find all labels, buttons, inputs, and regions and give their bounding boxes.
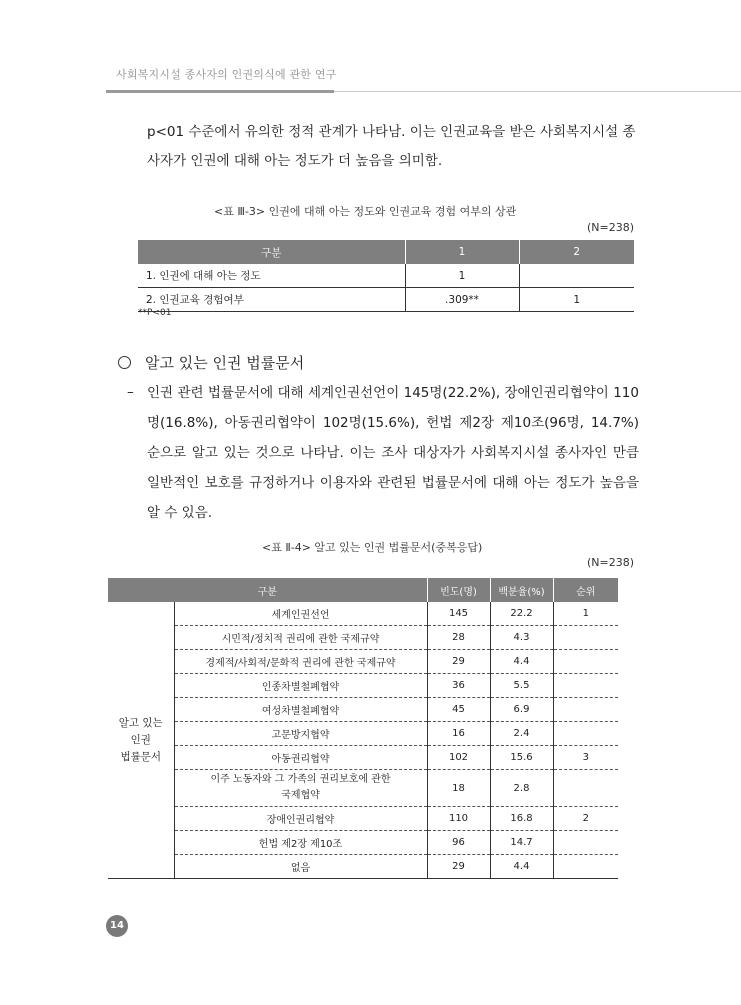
item-cell: 헌법 제2장 제10조 [174, 831, 427, 855]
table-row [108, 626, 618, 650]
item-cell: 인종차별철폐협약 [174, 674, 427, 698]
rank-cell [553, 626, 618, 650]
rank-cell [553, 855, 618, 879]
freq-cell: 102 [427, 746, 490, 770]
column-header: 빈도(명) [427, 578, 490, 602]
freq-cell: 28 [427, 626, 490, 650]
column-header: 구분 [108, 578, 427, 602]
column-header: 구분 [138, 240, 405, 264]
table-header-row [108, 578, 618, 602]
pct-cell: 4.4 [490, 650, 553, 674]
page-number: 14 [106, 915, 128, 937]
correlation-table [138, 240, 634, 312]
table-row [138, 288, 634, 312]
item-cell: 고문방지협약 [174, 722, 427, 746]
pct-cell: 2.8 [490, 770, 553, 807]
column-header: 1 [405, 240, 519, 264]
pct-cell: 4.4 [490, 855, 553, 879]
pct-cell: 16.8 [490, 807, 553, 831]
freq-cell: 110 [427, 807, 490, 831]
pct-cell: 4.3 [490, 626, 553, 650]
rank-cell [553, 698, 618, 722]
table-row [108, 650, 618, 674]
rank-cell [553, 650, 618, 674]
freq-cell: 96 [427, 831, 490, 855]
intro-paragraph: p<01 수준에서 유의한 정적 관계가 나타남. 이는 인권교육을 받은 사회복지시설 종사자가 인권에 대해 아는 정도가 더 높음을 의미함. [147, 124, 636, 169]
freq-cell: 18 [427, 770, 490, 807]
table-row [138, 264, 634, 288]
running-header: 사회복지시설 종사자의 인권의식에 관한 연구 [116, 68, 337, 81]
rank-cell [553, 674, 618, 698]
item-cell: 장애인권리협약 [174, 807, 427, 831]
item-cell: 경제적/사회적/문화적 권리에 관한 국제규약 [174, 650, 427, 674]
circle-bullet-icon [118, 356, 131, 369]
table-row [108, 831, 618, 855]
group-label [108, 602, 174, 879]
pct-cell: 6.9 [490, 698, 553, 722]
section-heading [118, 352, 304, 373]
column-header: 2 [519, 240, 634, 264]
table-row [108, 746, 618, 770]
table-cell [519, 264, 634, 288]
table-header-row [138, 240, 634, 264]
table-row [108, 807, 618, 831]
pct-cell: 22.2 [490, 602, 553, 626]
table-cell: 1 [519, 288, 634, 312]
pct-cell: 2.4 [490, 722, 553, 746]
item-line: 국제협약 [281, 790, 320, 801]
rank-cell [553, 722, 618, 746]
group-label-line: 인권 [130, 733, 151, 746]
table-row [108, 722, 618, 746]
freq-cell: 29 [427, 650, 490, 674]
table1-caption: <표 Ⅲ-3> 인권에 대해 아는 정도와 인권교육 경험 여부의 상관 [214, 205, 517, 218]
freq-cell: 145 [427, 602, 490, 626]
dash-bullet: – [127, 384, 134, 400]
table-cell: 1 [405, 264, 519, 288]
row-label: 2. 인권교육 경험여부 [138, 288, 405, 312]
pct-cell: 5.5 [490, 674, 553, 698]
pct-cell: 15.6 [490, 746, 553, 770]
item-cell [174, 770, 427, 807]
table-row [108, 698, 618, 722]
table1-sample-size: (N=238) [586, 221, 634, 234]
column-header: 백분율(%) [490, 578, 553, 602]
freq-cell: 16 [427, 722, 490, 746]
group-label-line: 법률문서 [120, 750, 162, 763]
table-row [108, 855, 618, 879]
table-row [108, 770, 618, 807]
table2-caption: <표 Ⅱ-4> 알고 있는 인권 법률문서(중복응답) [262, 541, 483, 554]
item-cell: 세계인권선언 [174, 602, 427, 626]
rank-cell [553, 770, 618, 807]
item-cell: 여성차별철폐협약 [174, 698, 427, 722]
table-cell: .309** [405, 288, 519, 312]
rank-cell: 2 [553, 807, 618, 831]
rank-cell [553, 831, 618, 855]
table-row [108, 674, 618, 698]
freq-cell: 29 [427, 855, 490, 879]
header-rule [106, 90, 334, 93]
table2-sample-size: (N=238) [586, 556, 634, 569]
table1-footnote: **P<01 [138, 308, 172, 318]
column-header: 순위 [553, 578, 618, 602]
item-cell: 시민적/정치적 권리에 관한 국제규약 [174, 626, 427, 650]
rank-cell: 1 [553, 602, 618, 626]
table-row [108, 602, 618, 626]
freq-cell: 45 [427, 698, 490, 722]
row-label: 1. 인권에 대해 아는 정도 [138, 264, 405, 288]
header-rule-thin [334, 91, 741, 92]
item-line: 이주 노동자와 그 가족의 권리보호에 관한 [210, 774, 391, 785]
rank-cell: 3 [553, 746, 618, 770]
group-label-line: 알고 있는 [118, 716, 163, 729]
section-heading-text: 알고 있는 인권 법률문서 [145, 354, 305, 372]
item-cell: 아동권리협약 [174, 746, 427, 770]
item-cell: 없음 [174, 855, 427, 879]
legal-documents-table [108, 578, 618, 879]
pct-cell: 14.7 [490, 831, 553, 855]
freq-cell: 36 [427, 674, 490, 698]
section-paragraph: 인권 관련 법률문서에 대해 세계인권선언이 145명(22.2%), 장애인권리협약이 110명(16.8%), 아동권리협약이 102명(15.6%), 헌법 제2장 제10조(96명, 14.7%) 순으로 알고 있는 것으로 나타남. 이는 조사 대상자가 사회복지시설 종사자인 만큼 일반적인 보호를 규정하거나 이용자와 관련된 법률문서에 대해 아는 정도가 높음을 알 수 있음. [147, 385, 639, 521]
